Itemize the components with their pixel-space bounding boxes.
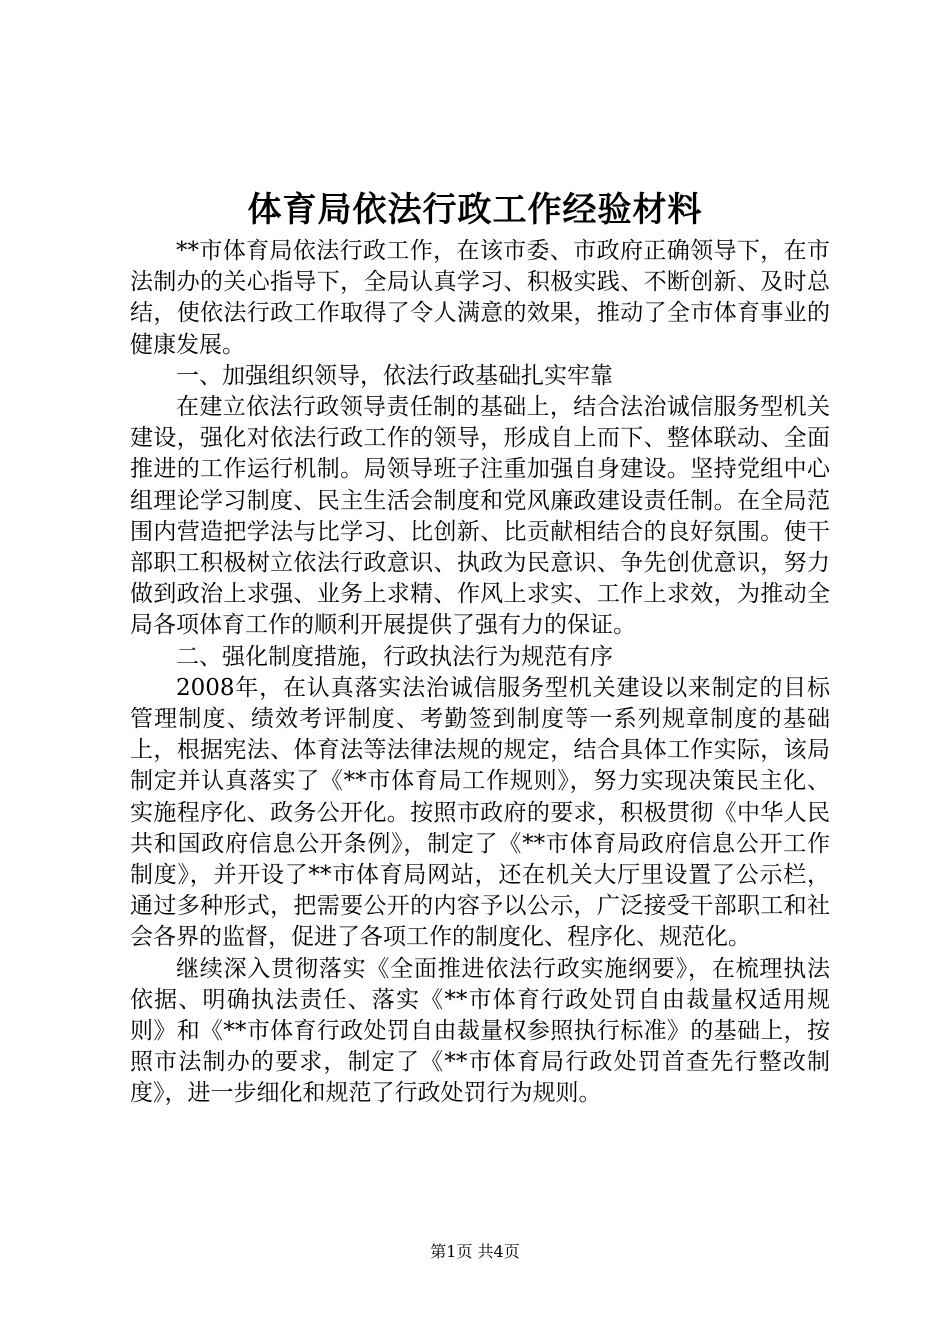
section-2-paragraph-1: 2008年，在认真落实法治诚信服务型机关建设以来制定的目标管理制度、绩效考评制度、考勤签到制度等一系列规章制度的基础上，根据宪法、体育法等法律法规的规定，结合具体工作实际，该局制定并认真落实了《**市体育局工作规则》，努力实现决策民主化、实施程序化、政务公开化。按照市政府的要求，积极贯彻《中华人民共和国政府信息公开条例》，制定了《**市体育局政府信息公开工作制度》，并开设了**市体育局网站，还在机关大厅里设置了公示栏，通过多种形式，把需要公开的内容予以公示，广泛接受干部职工和社会各界的监督，促进了各项工作的制度化、程序化、规范化。 — [130, 674, 830, 951]
section-heading-1: 一、加强组织领导，依法行政基础扎实牢靠 — [176, 362, 613, 389]
page-number-footer: 第1页 共4页 — [430, 1242, 520, 1261]
document-title: 体育局依法行政工作经验材料 — [247, 190, 703, 230]
document-body — [130, 236, 830, 1110]
section-heading-2: 二、强化制度措施，行政执法行为规范有序 — [176, 643, 613, 670]
section-2-paragraph-2: 继续深入贯彻落实《全面推进依法行政实施纲要》，在梳理执法依据、明确执法责任、落实《**市体育行政处罚自由裁量权适用规则》和《**市体育行政处罚自由裁量权参照执行标准》的基础上，按照市法制办的要求，制定了《**市体育局行政处罚首查先行整改制度》，进一步细化和规范了行政处罚行为规则。 — [130, 955, 830, 1107]
section-1-paragraph: 在建立依法行政领导责任制的基础上，结合法治诚信服务型机关建设，强化对依法行政工作的领导，形成自上而下、整体联动、全面推进的工作运行机制。局领导班子注重加强自身建设。坚持党组中心组理论学习制度、民主生活会制度和党风廉政建设责任制。在全局范围内营造把学法与比学习、比创新、比贡献相结合的良好氛围。使干部职工积极树立依法行政意识、执政为民意识、争先创优意识，努力做到政治上求强、业务上求精、作风上求实、工作上求效，为推动全局各项体育工作的顺利开展提供了强有力的保证。 — [130, 394, 830, 639]
intro-paragraph: **市体育局依法行政工作，在该市委、市政府正确领导下，在市法制办的关心指导下，全局认真学习、积极实践、不断创新、及时总结，使依法行政工作取得了令人满意的效果，推动了全市体育事业的健康发展。 — [130, 238, 830, 358]
